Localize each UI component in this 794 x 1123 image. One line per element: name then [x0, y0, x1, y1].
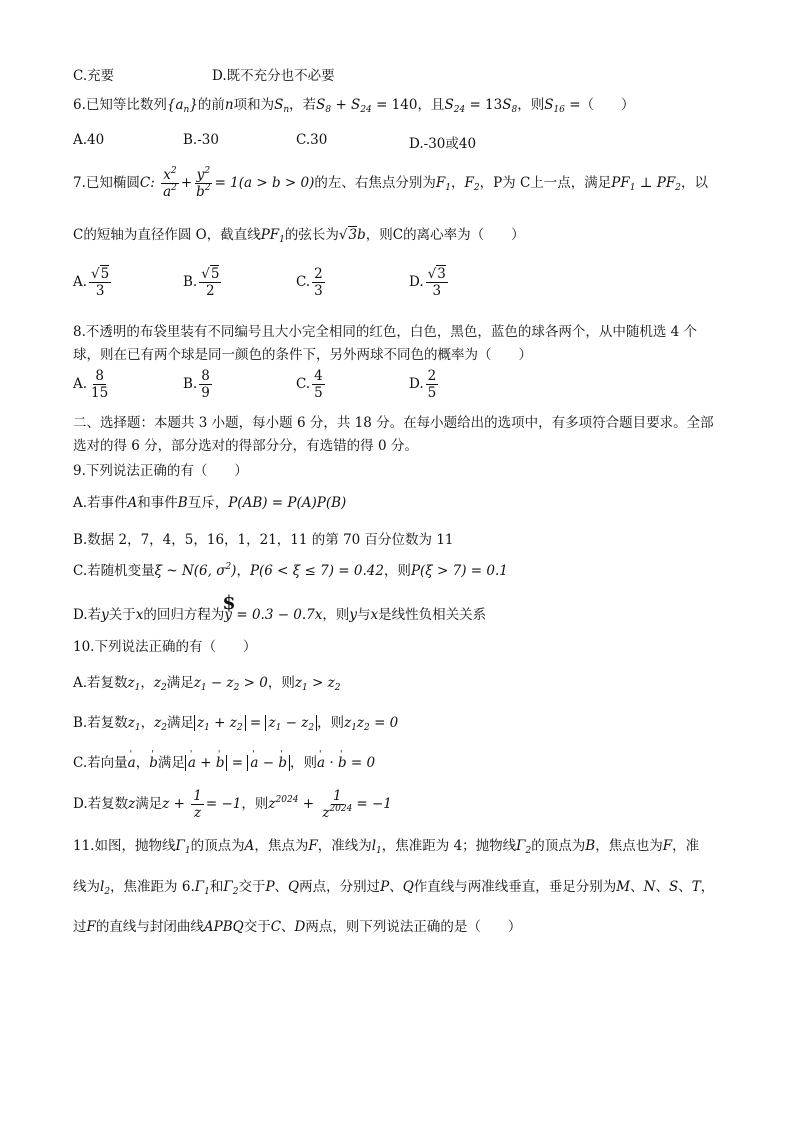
q10-option-c: C.若向量' a，' b满足' a + ' b = ' a − ' b ，则' a · ' b = 0 [73, 754, 375, 772]
q5-option-d: D.既不充分也不必要 [212, 68, 335, 84]
q6-stem: 6.已知等比数列$\{a_n\}$的前n项和为$S_n$，若$S_8 + S_{24} = 140$，且$S_{24} = 13S_8$，则$S_{16}$ =（ ） [73, 97, 635, 115]
q10-option-b: B.若复数$z_1$，$z_2$满足 $z_1 + z_2 = z_1 - z_2$ ，则$z_1z_2 = 0$ [73, 715, 399, 733]
q9-option-d: D.若y关于x的回归方程为$ y = 0.3 − 0.7x，则y与x是线性负相关关系 [73, 606, 486, 624]
q9-option-b: B.数据 2，7，4，5，16，1，21，11 的第 70 百分位数为 11 [73, 532, 454, 548]
q8-stem-line1: 8.不透明的布袋里装有不同编号且大小完全相同的红色，白色，黑色，蓝色的球各两个，从中随机选 4 个 [73, 324, 698, 340]
q7-option-c: C. $\frac{2}{3}$ [296, 266, 323, 299]
q8-option-c: C. $\frac{4}{5}$ [296, 368, 323, 401]
q6-option-d: D.-30或40 [409, 136, 477, 152]
q6-option-a: A.40 [73, 132, 105, 148]
q9-option-a: A.若事件A和事件B互斥，P(AB) = P(A)P(B) [73, 495, 347, 511]
q8-stem-line2: 球，则在已有两个球是同一颜色的条件下，另外两球不同色的概率为（ ） [73, 347, 532, 363]
q7-stem-line2: C的短轴为直径作圆 O，截直线$PF_1$的弦长为√ 3b，则C的离心率为（ ） [73, 226, 525, 244]
q7-option-b: B. √ $\frac{5}{2}$ [183, 266, 223, 299]
q8-option-a: A. $\frac{8}{15}$ [73, 368, 109, 401]
q7-option-a: A. √ $\frac{5}{3}$ [73, 266, 113, 299]
q7-stem-line1: 7.已知椭圆C: $\frac{x^2}{a^2}$ + $\frac{y^2}{b^2}$ = 1(a > b > 0)的左、右焦点分别为$F_1$，$F_2$，P为 C上一点，满足$PF_1$ ⊥ $PF_2$，以 [73, 166, 708, 200]
q8-option-b: B. $\frac{8}{9}$ [183, 368, 210, 401]
q6-option-c: C.30 [296, 132, 328, 148]
q11-stem-line2: 线为$l_2$，焦准距为 $6.\Gamma_1$和$\Gamma_2$交于P、Q两点，分别过P、Q作直线与两准线垂直，垂足分别为M、N、S、T， [73, 879, 715, 897]
q10-option-d: D.若复数z满足z + $\frac{1}{z}$ = −1，则$z^{2024}$ + $\frac{1}{z^{2024}}$ = −1 [73, 788, 392, 821]
q11-stem-line3: 过F的直线与封闭曲线APBQ交于C、D两点，则下列说法正确的是（ ） [73, 919, 522, 935]
q7-option-d: D. √ $\frac{3}{3}$ [409, 266, 450, 299]
q5-option-c: C.充要 [73, 68, 115, 84]
q9-option-c: C.若随机变量ξ ~ N(6, $\sigma^2$)，P(6 < ξ ≤ 7) = 0.42，则P(ξ > 7) = 0.1 [73, 562, 508, 579]
section2-instructions-line2: 选对的得 6 分，部分选对的得部分分，有选错的得 0 分。 [73, 438, 418, 454]
q10-option-a: A.若复数$z_1$，$z_2$满足$z_1 - z_2 > 0$，则$z_1 > z_2$ [73, 675, 341, 693]
q10-stem: 10.下列说法正确的有（ ） [73, 639, 257, 655]
q9-stem: 9.下列说法正确的有（ ） [73, 463, 248, 479]
q6-option-b: B.-30 [183, 132, 219, 148]
q11-stem-line1: 11.如图，抛物线$\Gamma_1$的顶点为A，焦点为F，准线为$l_1$，焦准距为 4；抛物线$\Gamma_2$的顶点为B，焦点也为F，准 [73, 838, 700, 856]
section2-instructions-line1: 二、选择题：本题共 3 小题，每小题 6 分，共 18 分。在每小题给出的选项中，有多项符合题目要求。全部 [73, 415, 714, 431]
q8-option-d: D. $\frac{2}{5}$ [409, 368, 437, 401]
